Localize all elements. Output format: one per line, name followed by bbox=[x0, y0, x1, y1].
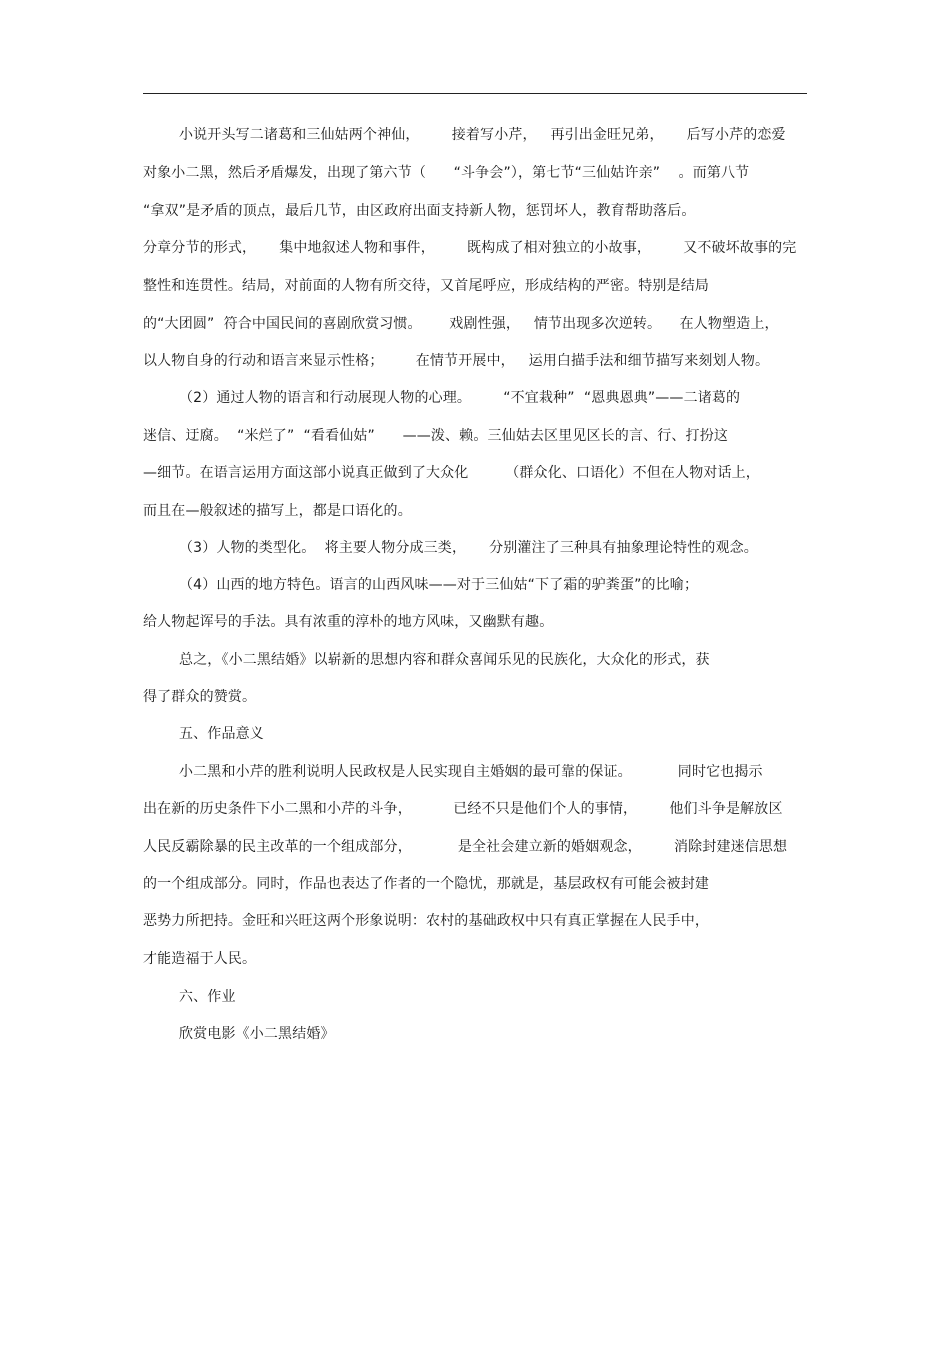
text-line: 给人物起诨号的手法。具有浓重的淳朴的地方风味，又幽默有趣。 bbox=[143, 614, 554, 630]
text-line: 总之，《小二黑结婚》以崭新的思想内容和群众喜闻乐见的民族化，大众化的形式，获 bbox=[179, 652, 710, 668]
text-line: 欣赏电影《小二黑结婚》 bbox=[179, 1026, 335, 1042]
text-line: 才能造福于人民。 bbox=[143, 951, 257, 967]
text-line: 迷信、迂腐。 “米烂了” “看看仙姑” ——泼、赖。三仙姑去区里见区长的言、行、打扮这 bbox=[143, 428, 729, 444]
text-line: 小说开头写二诸葛和三仙姑两个神仙， 接着写小芹， 再引出金旺兄弟， 后写小芹的恋爱 bbox=[179, 127, 786, 143]
text-line: —细节。在语言运用方面这部小说真正做到了大众化 （群众化、口语化）不但在人物对话上， bbox=[143, 465, 760, 481]
text-line: 的“大团圆” 符合中国民间的喜剧欣赏习惯。 戏剧性强， 情节出现多次逆转。 在人物塑造上， bbox=[143, 316, 779, 332]
text-line: 对象小二黑，然后矛盾爆发，出现了第六节（ “斗争会”），第七节“三仙姑许亲” 。而第八节 bbox=[143, 165, 750, 181]
text-line: 分章分节的形式， 集中地叙述人物和事件， 既构成了相对独立的小故事， 又不破坏故事的完 bbox=[143, 240, 797, 256]
text-line: 整性和连贯性。结局，对前面的人物有所交待，又首尾呼应，形成结构的严密。特别是结局 bbox=[143, 278, 709, 294]
text-line: （3）人物的类型化。 将主要人物分成三类， 分别灌注了三种具有抽象理论特性的观念。 bbox=[179, 540, 758, 556]
header-rule bbox=[143, 93, 807, 94]
text-line: “拿双”是矛盾的顶点，最后几节，由区政府出面支持新人物，惩罚坏人，教育帮助落后。 bbox=[143, 203, 696, 219]
text-line: （4）山西的地方特色。语言的山西风味——对于三仙姑“下了霜的驴粪蛋”的比喻； bbox=[179, 577, 699, 593]
text-line: 出在新的历史条件下小二黑和小芹的斗争， 已经不只是他们个人的事情， 他们斗争是解放区 bbox=[143, 801, 783, 817]
text-line: （2）通过人物的语言和行动展现人物的心理。 “不宜栽种” “恩典恩典”——二诸葛的 bbox=[179, 390, 741, 406]
text-line: 得了群众的赞赏。 bbox=[143, 689, 257, 705]
text-line: 小二黑和小芹的胜利说明人民政权是人民实现自主婚姻的最可靠的保证。 同时它也揭示 bbox=[179, 764, 763, 780]
text-line: 恶势力所把持。金旺和兴旺这两个形象说明：农村的基础政权中只有真正掌握在人民手中， bbox=[143, 913, 709, 929]
section-heading: 六、作业 bbox=[179, 989, 236, 1005]
text-line: 的一个组成部分。同时，作品也表达了作者的一个隐忧，那就是，基层政权有可能会被封建 bbox=[143, 876, 709, 892]
text-line: 以人物自身的行动和语言来显示性格； 在情节开展中， 运用白描手法和细节描写来刻划人物。 bbox=[143, 353, 770, 369]
text-line: 而且在—般叙述的描写上，都是口语化的。 bbox=[143, 503, 412, 519]
section-heading: 五、作品意义 bbox=[179, 726, 264, 742]
text-line: 人民反霸除暴的民主改革的一个组成部分， 是全社会建立新的婚姻观念， 消除封建迷信思想 bbox=[143, 839, 788, 855]
